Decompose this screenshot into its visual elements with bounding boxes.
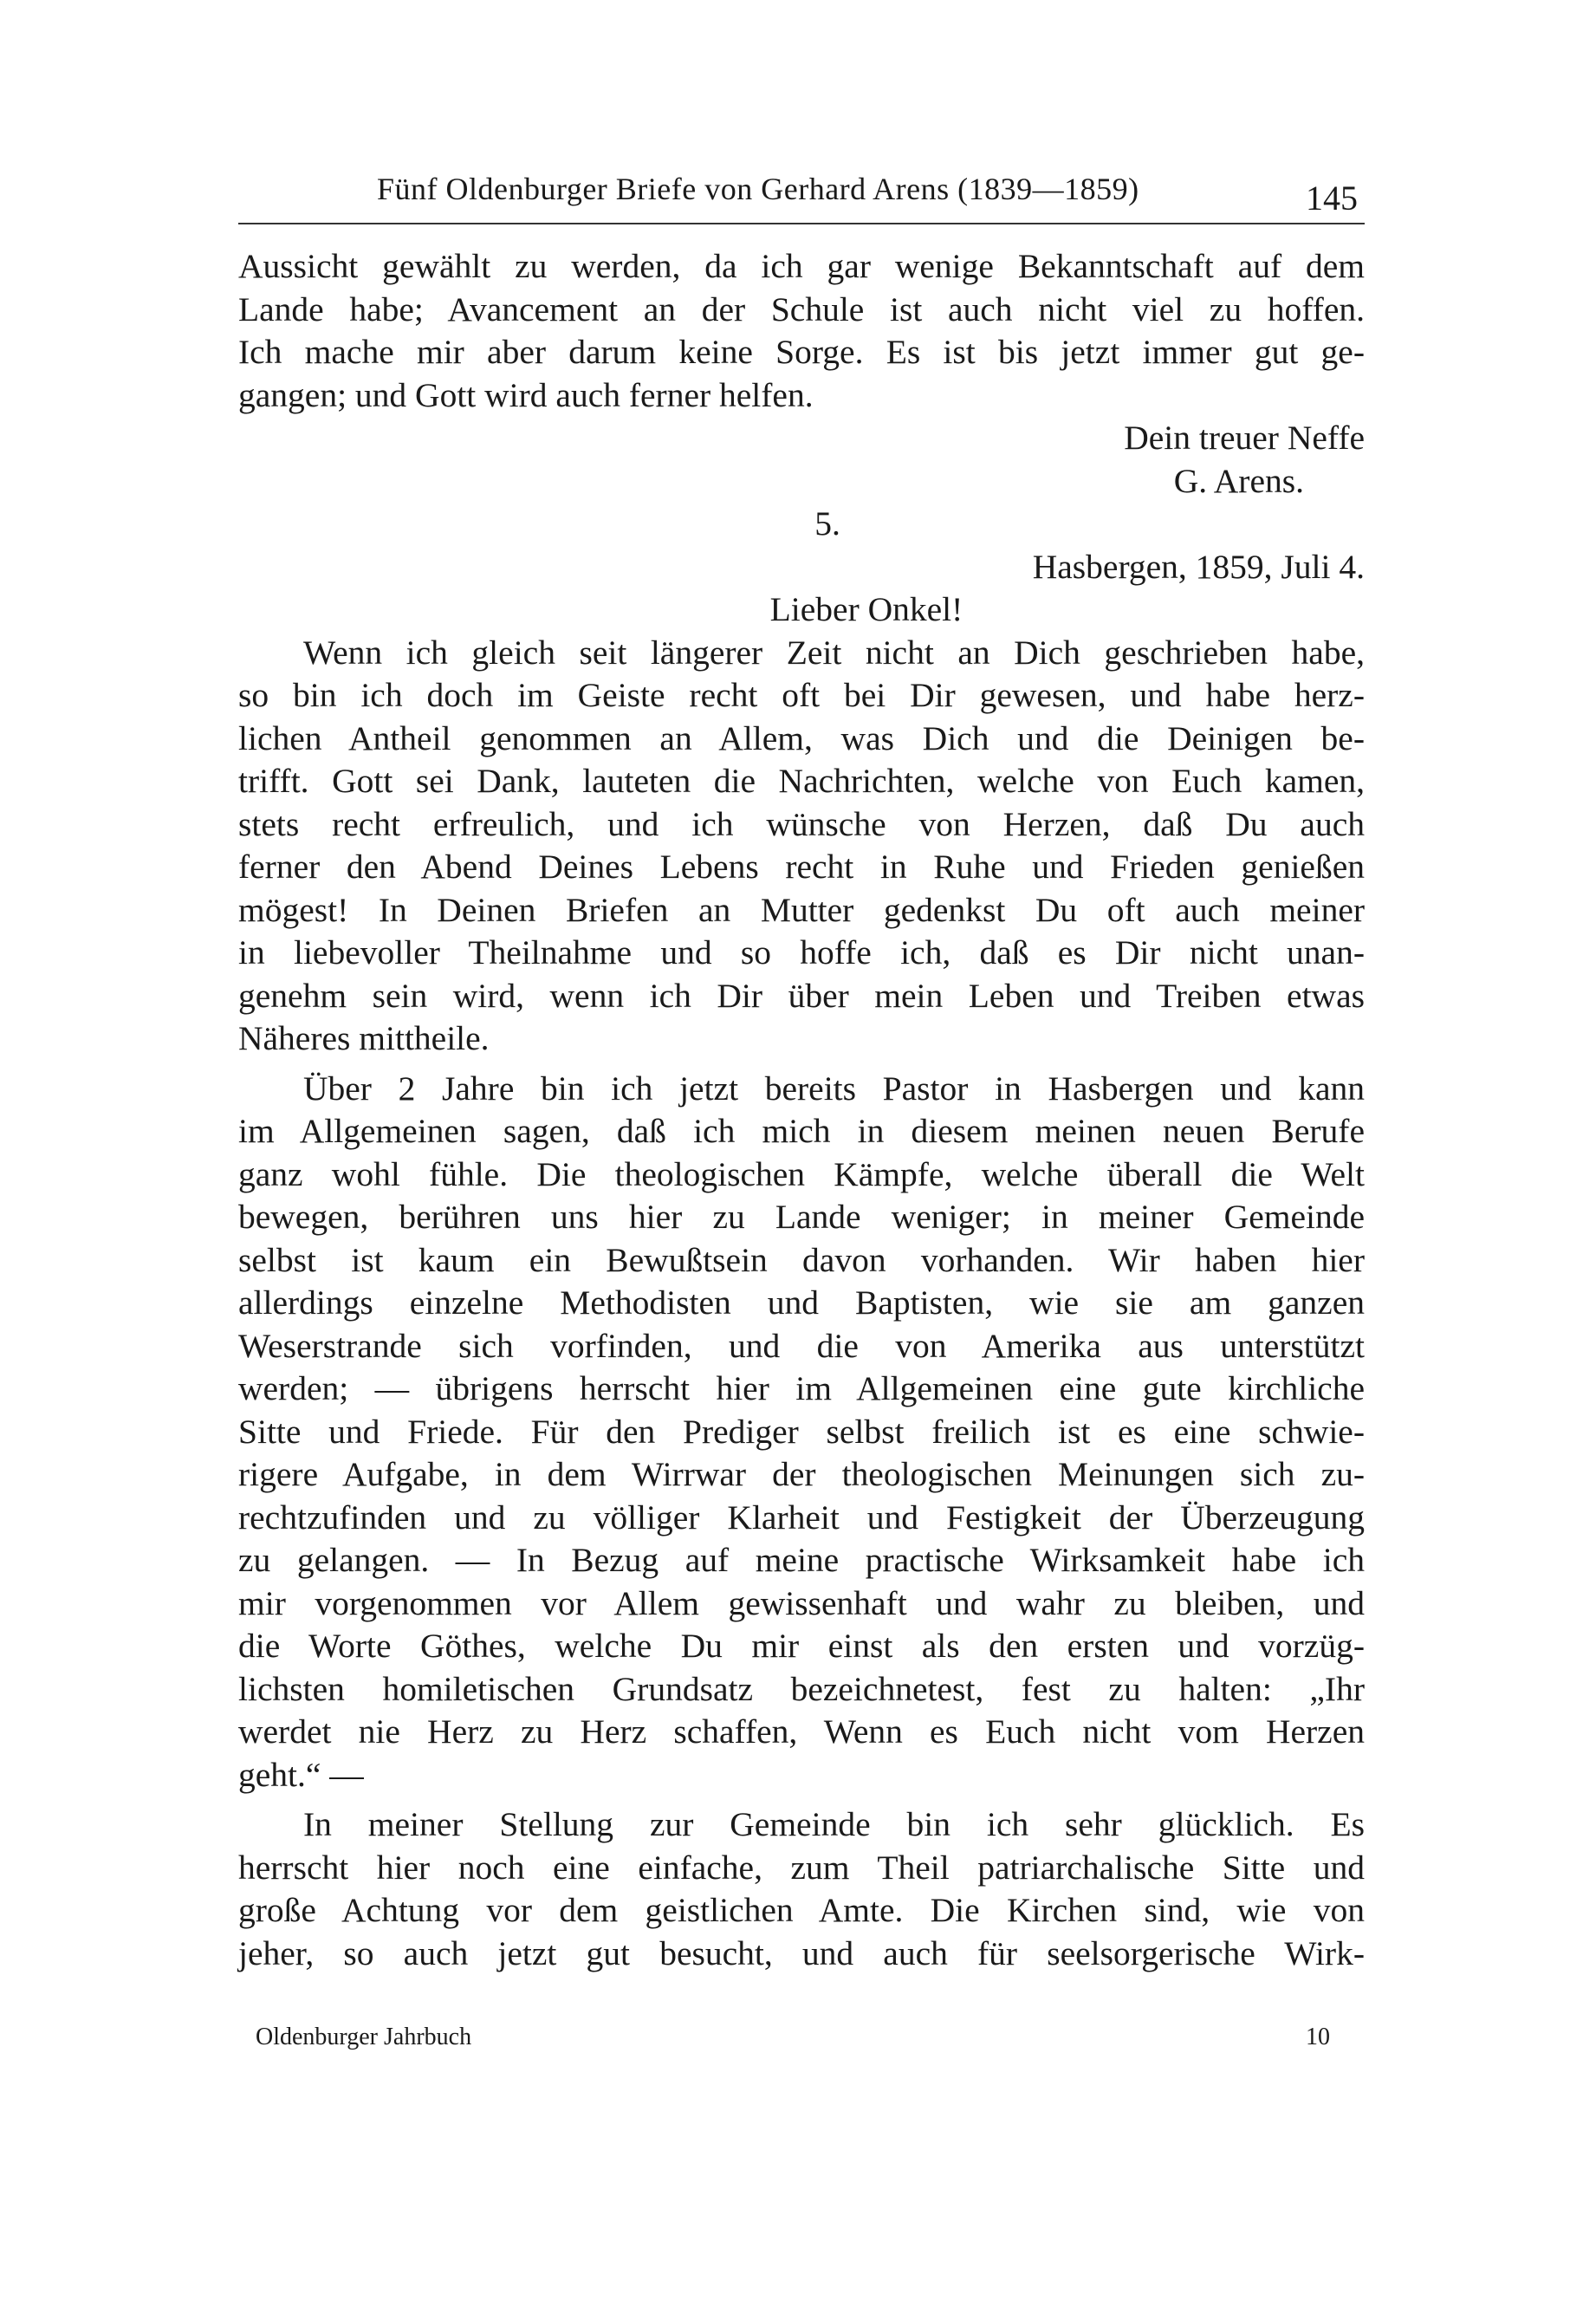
running-title: Fünf Oldenburger Briefe von Gerhard Arens (1839—1859) — [377, 172, 1139, 206]
text-line: gangen; und Gott wird auch ferner helfen. — [238, 375, 814, 414]
text-line: Weserstrande sich vorfinden, und die von Amerika aus unterstützt — [238, 1326, 1365, 1365]
text-line: mir vorgenommen vor Allem gewissenhaft und wahr zu bleiben, und — [238, 1583, 1365, 1622]
body-text — [238, 245, 1365, 1975]
text-line: selbst ist kaum ein Bewußtsein davon vorhanden. Wir haben hier — [238, 1240, 1365, 1279]
letter-number: 5. — [814, 504, 840, 543]
text-line: trifft. Gott sei Dank, lauteten die Nachrichten, welche von Euch kamen, — [238, 762, 1365, 800]
page-footer — [256, 2024, 1330, 2058]
text-line: Aussicht gewählt zu werden, da ich gar wenige Bekanntschaft auf dem — [238, 247, 1365, 285]
text-line: lichen Antheil genommen an Allem, was Dich und die Deinigen be- — [238, 718, 1365, 757]
text-line: lichsten homiletischen Grundsatz bezeichnetest, fest zu halten: „Ihr — [238, 1669, 1365, 1708]
text-line: stets recht erfreulich, und ich wünsche von Herzen, daß Du auch — [238, 804, 1365, 843]
text-line: zu gelangen. — In Bezug auf meine practische Wirksamkeit habe ich — [238, 1541, 1365, 1579]
text-line: Ich mache mir aber darum keine Sorge. Es ist bis jetzt immer gut ge- — [238, 333, 1365, 371]
text-line: rechtzufinden und zu völliger Klarheit und Festigkeit der Überzeugung — [238, 1498, 1365, 1537]
text-line: ferner den Abend Deines Lebens recht in Ruhe und Frieden genießen — [238, 848, 1365, 886]
text-line: herrscht hier noch eine einfache, zum Theil patriarchalische Sitte und — [238, 1848, 1365, 1887]
footer-signature-mark: Oldenburger Jahrbuch — [256, 2024, 472, 2050]
paragraph-gap — [238, 1796, 1365, 1803]
text-line: rigere Aufgabe, in dem Wirrwar der theologischen Meinungen sich zu- — [238, 1455, 1365, 1493]
text-line: jeher, so auch jetzt gut besucht, und auch für seelsorgerische Wirk- — [238, 1933, 1365, 1972]
text-line: ganz wohl fühle. Die theologischen Kämpfe, welche überall die Welt — [238, 1154, 1365, 1193]
text-line: In meiner Stellung zur Gemeinde bin ich sehr glücklich. Es — [303, 1805, 1365, 1843]
footer-sheet-number: 10 — [1306, 2024, 1330, 2050]
text-line: große Achtung vor dem geistlichen Amte. Die Kirchen sind, wie von — [238, 1891, 1365, 1929]
text-line: Wenn ich gleich seit längerer Zeit nicht an Dich geschrieben habe, — [303, 633, 1365, 672]
text-line: werden; — übrigens herrscht hier im Allgemeinen eine gute kirchliche — [238, 1369, 1365, 1407]
text-line: Sitte und Friede. Für den Prediger selbst freilich ist es eine schwie- — [238, 1412, 1365, 1451]
text-line: Lande habe; Avancement an der Schule ist auch nicht viel zu hoffen. — [238, 289, 1365, 328]
text-line: geht.“ — — [238, 1755, 364, 1794]
text-line: so bin ich doch im Geiste recht oft bei Dir gewesen, und habe herz- — [238, 676, 1365, 714]
page-number: 145 — [1306, 179, 1358, 218]
text-line: genehm sein wird, wenn ich Dir über mein Leben und Treiben etwas — [238, 976, 1365, 1015]
text-line: allerdings einzelne Methodisten und Baptisten, wie sie am ganzen — [238, 1283, 1365, 1322]
text-line: im Allgemeinen sagen, daß ich mich in diesem meinen neuen Berufe — [238, 1112, 1365, 1150]
text-line: die Worte Göthes, welche Du mir einst als den ersten und vorzüg- — [238, 1627, 1365, 1665]
book-page — [238, 169, 1365, 2162]
letter-signature: G. Arens. — [1173, 461, 1304, 500]
letter-closing: Dein treuer Neffe — [1124, 419, 1365, 457]
text-line: Über 2 Jahre bin ich jetzt bereits Pastor in Hasbergen und kann — [303, 1069, 1365, 1108]
letter-salutation: Lieber Onkel! — [769, 590, 963, 628]
running-head — [238, 169, 1365, 224]
text-line: werdet nie Herz zu Herz schaffen, Wenn es Euch nicht vom Herzen — [238, 1712, 1365, 1751]
letter-dateline: Hasbergen, 1859, Juli 4. — [1032, 547, 1365, 586]
text-line: mögest! In Deinen Briefen an Mutter gedenkst Du oft auch meiner — [238, 890, 1365, 929]
paragraph-gap — [238, 1061, 1365, 1068]
text-line: in liebevoller Theilnahme und so hoffe ich, daß es Dir nicht unan- — [238, 933, 1365, 971]
text-line: bewegen, berühren uns hier zu Lande weniger; in meiner Gemeinde — [238, 1198, 1365, 1236]
text-line: Näheres mittheile. — [238, 1019, 490, 1057]
